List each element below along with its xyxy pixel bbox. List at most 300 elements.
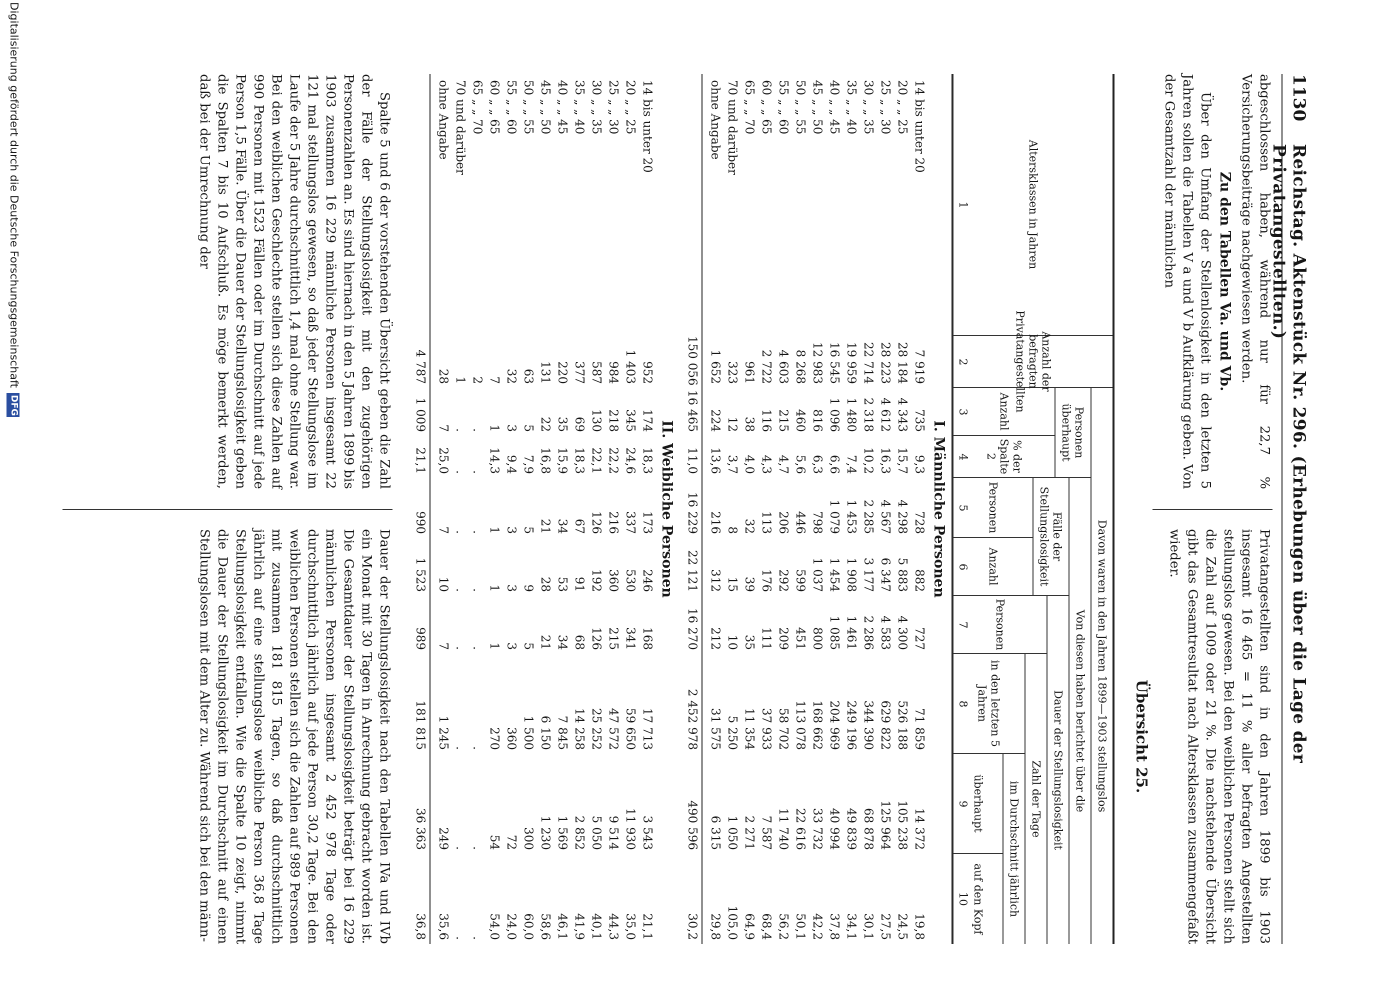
male-total-row	[684, 74, 703, 944]
table-cell: 12	[725, 416, 740, 432]
table-row	[553, 74, 570, 944]
row-label: 35 „ „ 40	[844, 80, 859, 135]
table-cell: 7 587	[759, 815, 774, 850]
row-label: 35 „ „ 40	[572, 80, 587, 135]
table-cell: .	[453, 936, 468, 940]
table-cell: 1	[453, 376, 468, 384]
intro-right-column	[1163, 529, 1273, 944]
table-cell: 735	[912, 409, 927, 432]
table-cell: .	[453, 646, 468, 650]
table-cell: 18,3	[572, 447, 587, 474]
row-label: 45 „ „ 50	[810, 80, 825, 135]
table-cell: 377	[572, 361, 587, 384]
table-cell: 7	[436, 526, 451, 534]
page-number: 1130	[1288, 74, 1309, 122]
header-c3: Anzahl	[953, 388, 1055, 436]
table-cell: 1 079	[827, 499, 842, 534]
table-cell: 13,6	[708, 447, 723, 474]
table-cell: 209	[776, 627, 791, 650]
table-cell: 270	[487, 727, 502, 750]
table-cell: .	[453, 428, 468, 432]
table-cell: 3	[504, 584, 519, 592]
table-cell: 11 930	[623, 808, 638, 850]
table-cell: 54	[487, 834, 502, 850]
table-cell: .	[453, 530, 468, 534]
table-cell: 15,7	[895, 447, 910, 474]
table-cell: 40 994	[827, 808, 842, 850]
table-cell: 8 268	[793, 349, 808, 384]
table-cell: 22 714	[861, 342, 876, 384]
column-number: 6	[956, 563, 970, 571]
table-cell: 125 964	[878, 800, 893, 850]
table-cell: 4 298	[895, 499, 910, 534]
table-cell: 4 567	[878, 499, 893, 534]
table-cell: 1 908	[844, 557, 859, 592]
table-cell: 1 230	[538, 815, 553, 850]
total-cell: 21,1	[413, 447, 428, 474]
table-cell: .	[470, 588, 485, 592]
table-cell: 1 403	[623, 349, 638, 384]
table-cell: 1 085	[827, 615, 842, 650]
table-cell: 5 050	[589, 815, 604, 850]
table-cell: .	[470, 746, 485, 750]
table-cell: 3,7	[725, 454, 740, 474]
column-number: 2	[956, 358, 970, 366]
table-cell: 7 845	[555, 715, 570, 750]
table-row	[434, 74, 451, 944]
table-cell: 3 177	[861, 557, 876, 592]
table-cell: 15,9	[555, 447, 570, 474]
table-cell: 64,9	[742, 913, 757, 940]
intro-left-paragraph-1: abgeschlossen haben, während nur für 22,7 % Versicherungsbeiträge nachgewiesen werden.	[1238, 74, 1272, 489]
table-cell: .	[470, 936, 485, 940]
table-cell: 460	[793, 409, 808, 432]
table-cell: 4,0	[742, 454, 757, 474]
section-heading-tables: Zu den Tabellen Va. und Vb.	[1216, 171, 1233, 392]
table-cell: 2 286	[861, 615, 876, 650]
table-cell: 2 852	[572, 815, 587, 850]
table-cell: 22,2	[606, 447, 621, 474]
table-row	[757, 74, 774, 944]
table-cell: 28 223	[878, 342, 893, 384]
table-cell: 14 258	[572, 708, 587, 750]
table-cell: 5,6	[793, 454, 808, 474]
table-row	[876, 74, 893, 944]
table-cell: 29,8	[708, 913, 723, 940]
table-column-headers	[952, 74, 1113, 944]
table-row	[502, 74, 519, 944]
table-cell: 1	[487, 642, 502, 650]
column-number: 1	[956, 201, 970, 209]
table-cell: 131	[538, 361, 553, 384]
intro-left-paragraph-2: Über den Umfang der Stellenlosigkeit in den letzten 5 Jahren sollen die Tabellen V a und V b Aufklärung geben. Von der Gesamtzahl der männlichen	[1161, 74, 1213, 489]
running-title: Reichstag. Aktenstück Nr. 296. (Erhebungen über die Lage der Privatangestellten.)	[1268, 144, 1309, 764]
table-row	[740, 74, 757, 944]
table-cell: 69	[572, 416, 587, 432]
row-label: 30 „ „ 35	[589, 80, 604, 135]
total-cell: 16 229	[685, 492, 700, 534]
table-cell: 54,0	[487, 913, 502, 940]
table-cell: 56,2	[776, 913, 791, 940]
table-cell: 1 454	[827, 557, 842, 592]
table-cell: 1 500	[521, 715, 536, 750]
table-cell: 44,3	[606, 913, 621, 940]
table-cell: 220	[555, 361, 570, 384]
total-cell: 36 363	[413, 808, 428, 850]
table-cell: 18,3	[640, 447, 655, 474]
row-label: 25 „ „ 30	[606, 80, 621, 135]
table-row	[570, 74, 587, 944]
row-label: 20 „ „ 25	[895, 80, 910, 135]
table-cell: 3	[504, 424, 519, 432]
table-cell: 952	[640, 361, 655, 384]
header-c8: in den letzten 5 Jahren	[953, 654, 1025, 754]
table-cell: 728	[912, 511, 927, 534]
table-cell: .	[453, 470, 468, 474]
table-row	[451, 74, 468, 944]
table-row	[910, 74, 927, 944]
section-male: I. Männliche Personen	[930, 420, 947, 598]
total-cell: 1 523	[413, 557, 428, 592]
table-cell: .	[453, 588, 468, 592]
table-cell: 12 983	[810, 342, 825, 384]
table-cell: 292	[776, 569, 791, 592]
table-cell: 14,3	[487, 447, 502, 474]
female-total-row	[412, 74, 431, 944]
table-cell: 105,0	[725, 905, 740, 940]
table-cell: 7,9	[521, 454, 536, 474]
table-cell: 1 480	[844, 397, 859, 432]
table-row	[638, 74, 655, 944]
table-cell: 41,9	[572, 913, 587, 940]
row-label: 45 „ „ 50	[538, 80, 553, 135]
table-row	[468, 74, 485, 944]
total-cell: 181 815	[413, 700, 428, 750]
table-cell: 37 933	[759, 708, 774, 750]
table-cell: 882	[912, 569, 927, 592]
header-cases: Fälle der Stellungslosigkeit	[1033, 478, 1069, 596]
table-cell: 192	[589, 569, 604, 592]
table-cell: 2 271	[742, 815, 757, 850]
table-cell: 5	[521, 642, 536, 650]
total-cell: 16 465	[685, 390, 700, 432]
table-cell: 587	[589, 361, 604, 384]
table-cell: 7	[436, 424, 451, 432]
header-duration: Dauer der Stellungslosigkeit	[1047, 596, 1069, 944]
table-cell: 9 514	[606, 815, 621, 850]
table-cell: 216	[606, 511, 621, 534]
header-c10: auf den Kopf	[953, 854, 1003, 944]
header-reported: Von diesen haben berichtet über die	[1069, 478, 1091, 944]
body-right-column	[193, 529, 393, 944]
table-cell: 126	[589, 511, 604, 534]
body-column-divider	[63, 509, 393, 510]
table-cell: 32	[504, 368, 519, 384]
table-cell: 22	[538, 416, 553, 432]
table-cell: 4 612	[878, 397, 893, 432]
table-cell: 14 372	[912, 808, 927, 850]
table-cell: 71 859	[912, 708, 927, 750]
table-cell: 215	[776, 409, 791, 432]
row-label: 55 „ „ 60	[776, 80, 791, 135]
table-cell: 25 252	[589, 708, 604, 750]
table-cell: 19 959	[844, 342, 859, 384]
table-cell: 21,1	[640, 913, 655, 940]
table-cell: 47 572	[606, 708, 621, 750]
table-cell: 4 343	[895, 397, 910, 432]
table-cell: 5 250	[725, 715, 740, 750]
table-cell: 3 543	[640, 815, 655, 850]
table-cell: 3	[504, 526, 519, 534]
row-label: 40 „ „ 45	[555, 80, 570, 135]
table-cell: 24,6	[623, 447, 638, 474]
table-cell: 1 569	[555, 815, 570, 850]
table-cell: 6 315	[708, 815, 723, 850]
table-cell: 4 583	[878, 615, 893, 650]
table-cell: 5	[521, 526, 536, 534]
column-number: 9	[956, 800, 970, 808]
table-cell: 15	[725, 576, 740, 592]
table-cell: 599	[793, 569, 808, 592]
table-cell: 337	[623, 511, 638, 534]
table-cell: .	[470, 428, 485, 432]
table-cell: 360	[606, 569, 621, 592]
row-label: 70 und darüber	[453, 80, 468, 175]
table-cell: 1 050	[725, 815, 740, 850]
table-cell: 2 318	[861, 397, 876, 432]
header-persons-overall: Personen überhaupt	[1055, 388, 1091, 478]
table-cell: 530	[623, 569, 638, 592]
header-days: Zahl der Tage	[1025, 654, 1047, 944]
table-cell: 17 713	[640, 708, 655, 750]
table-cell: 7,4	[844, 454, 859, 474]
table-cell: 1 037	[810, 557, 825, 592]
table-cell: 111	[759, 627, 774, 650]
table-cell: 126	[589, 627, 604, 650]
total-cell: 490 596	[685, 800, 700, 850]
table-cell: .	[470, 646, 485, 650]
table-cell: 59 650	[623, 708, 638, 750]
header-c6: Anzahl	[953, 538, 1033, 596]
intro-right-paragraph: Privatangestellten sind in den Jahren 1899 bis 1903 insgesamt 16 465 = 11 % aller befragten Angestellten stellungslos gewesen. Bei den weiblichen Personen stellt sich die Zahl auf 1009 oder 21 %. Die nachstehende Übersicht gibt das Gesamtresultat nach Altersklassen zusammengefaßt wieder.	[1166, 529, 1272, 944]
table-cell: 34	[555, 518, 570, 534]
table-cell: 168 662	[810, 700, 825, 750]
table-cell: 206	[776, 511, 791, 534]
table-cell: 105 238	[895, 800, 910, 850]
table-row	[536, 74, 553, 944]
table-cell: 1	[487, 424, 502, 432]
table-cell: 345	[623, 409, 638, 432]
table-row	[485, 74, 502, 944]
table-cell: 40,1	[589, 913, 604, 940]
table-cell: 961	[742, 361, 757, 384]
table-cell: 1 453	[844, 499, 859, 534]
table-cell: 312	[708, 569, 723, 592]
row-label: 70 und darüber	[725, 80, 740, 175]
table-cell: 246	[640, 569, 655, 592]
table-row	[604, 74, 621, 944]
table-cell: 2	[470, 376, 485, 384]
header-avg-yearly: im Durchschnitt jährlich	[1003, 754, 1025, 944]
table-cell: 344 390	[861, 700, 876, 750]
table-row	[723, 74, 740, 944]
table-row	[808, 74, 825, 944]
column-number: 7	[956, 621, 970, 629]
table-cell: 27,5	[878, 913, 893, 940]
table-cell: 9	[521, 584, 536, 592]
credit-text: Digitalisierung gefördert durch die Deutsche Forschungsgemeinschaft	[7, 2, 21, 388]
table-cell: 11 354	[742, 708, 757, 750]
total-cell: 2 452 978	[685, 688, 700, 750]
table-cell: 215	[606, 627, 621, 650]
table-cell: 25,0	[436, 447, 451, 474]
table-cell: 42,2	[810, 913, 825, 940]
table-cell: 7	[487, 376, 502, 384]
table-cell: 21	[538, 634, 553, 650]
row-label: 50 „ „ 55	[521, 80, 536, 135]
table-cell: 323	[725, 361, 740, 384]
header-c7: Personen	[953, 596, 1047, 654]
row-label: 14 bis unter 20	[912, 80, 927, 173]
table-cell: .	[453, 746, 468, 750]
row-label: 60 „ „ 65	[487, 80, 502, 135]
table-cell: 174	[640, 409, 655, 432]
row-label: 40 „ „ 45	[827, 80, 842, 135]
table-cell: 216	[708, 511, 723, 534]
total-cell: 30,2	[685, 913, 700, 940]
table-cell: 9,4	[504, 454, 519, 474]
table-cell: 22 616	[793, 808, 808, 850]
table-cell: 49 839	[844, 808, 859, 850]
table-cell: 16,8	[538, 447, 553, 474]
total-cell: 4 787	[413, 349, 428, 384]
table-cell: 173	[640, 511, 655, 534]
table-cell: 176	[759, 569, 774, 592]
table-cell: 116	[759, 409, 774, 432]
table-cell: 4,7	[776, 454, 791, 474]
header-group-unemployed: Davon waren in den Jahren 1899—1903 stellungslos	[1091, 388, 1113, 944]
table-cell: 6,6	[827, 454, 842, 474]
table-cell: 35	[555, 416, 570, 432]
header-surveyed-count: Anzahl der befragten Privatangestellten	[953, 336, 1113, 388]
table-cell: 204 969	[827, 700, 842, 750]
table-cell: 7 919	[912, 349, 927, 384]
table-cell: 4 300	[895, 615, 910, 650]
row-label: 30 „ „ 35	[861, 80, 876, 135]
table-row	[519, 74, 536, 944]
body-left-column	[193, 74, 393, 489]
row-label: 20 „ „ 25	[623, 80, 638, 135]
table-cell: 58 702	[776, 708, 791, 750]
total-cell: 990	[413, 511, 428, 534]
table-title: Übersicht 25.	[1132, 679, 1151, 794]
table-cell: 798	[810, 511, 825, 534]
table-cell: 1	[487, 526, 502, 534]
column-number: 4	[956, 453, 970, 461]
row-label: 65 „ „ 70	[470, 80, 485, 135]
table-cell: .	[470, 530, 485, 534]
table-cell: .	[470, 846, 485, 850]
table-cell: 1 461	[844, 615, 859, 650]
table-cell: 1 652	[708, 349, 723, 384]
table-cell: 1	[487, 584, 502, 592]
total-cell: 989	[413, 627, 428, 650]
row-label: 55 „ „ 60	[504, 80, 519, 135]
table-cell: 130	[589, 409, 604, 432]
table-cell: .	[453, 846, 468, 850]
table-cell: 53	[555, 576, 570, 592]
table-cell: 727	[912, 627, 927, 650]
table-cell: 451	[793, 627, 808, 650]
column-number: 3	[956, 408, 970, 416]
row-label: ohne Angabe	[708, 80, 723, 160]
table-cell: 1 245	[436, 715, 451, 750]
table-row	[859, 74, 876, 944]
table-cell: 68	[572, 634, 587, 650]
table-cell: 68 878	[861, 808, 876, 850]
table-row	[587, 74, 604, 944]
table-cell: 35	[742, 634, 757, 650]
intro-left-column	[1158, 74, 1273, 489]
table-cell: 10,2	[861, 447, 876, 474]
table-cell: 35,6	[436, 913, 451, 940]
table-cell: 984	[606, 361, 621, 384]
row-label: 14 bis unter 20	[640, 80, 655, 173]
table-cell: 24,5	[895, 913, 910, 940]
table-cell: 32	[742, 518, 757, 534]
table-cell: 5	[521, 424, 536, 432]
table-cell: 9,3	[912, 454, 927, 474]
table-cell: 33 732	[810, 808, 825, 850]
table-cell: 218	[606, 409, 621, 432]
total-cell: 1 009	[413, 397, 428, 432]
table-cell: 10	[725, 634, 740, 650]
body-left-paragraph: Spalte 5 und 6 der vorstehenden Übersicht geben die Zahl der Fälle der Stellungslosigkeit mit den zugehörigen Personenzahlen an. Es sind hiernach in den 5 Jahren 1899 bis 1903 zusammen 16 229 männliche Personen insgesamt 22 121 mal stellungslos gewesen, so daß jeder Stellungslose im Laufe der 5 Jahre durchschnittlich 1,4 mal ohne Stellung war. Bei den weiblichen Geschlechte stellen sich diese Zahlen auf 990 Personen mit 1523 Fällen oder im Durchschnitt auf jede Person 1,5 Fälle. Über die Dauer der Stellungslosigkeit geben die Spalten 7 bis 10 Aufschluß. Es möge bemerkt werden, daß bei der Umrechnung der	[196, 74, 392, 490]
header-age-classes: Altersklassen in Jahren	[953, 74, 1113, 336]
table-cell: 7	[436, 642, 451, 650]
table-cell: .	[470, 470, 485, 474]
table-cell: 4,3	[759, 454, 774, 474]
table-cell: 28 184	[895, 342, 910, 384]
table-cell: 50,1	[793, 913, 808, 940]
table-cell: 35,0	[623, 913, 638, 940]
table-cell: 38	[742, 416, 757, 432]
table-row	[893, 74, 910, 944]
table-cell: 60,0	[521, 913, 536, 940]
table-cell: 68,4	[759, 913, 774, 940]
table-cell: 800	[810, 627, 825, 650]
total-cell: 16 270	[685, 608, 700, 650]
table-cell: 21	[538, 518, 553, 534]
row-label: 65 „ „ 70	[742, 80, 757, 135]
table-cell: 446	[793, 511, 808, 534]
column-number: 5	[956, 504, 970, 512]
header-c5: Personen	[953, 478, 1033, 538]
table-cell: 22,1	[589, 447, 604, 474]
table-cell: 249	[436, 827, 451, 850]
table-cell: 30,1	[861, 913, 876, 940]
table-row	[842, 74, 859, 944]
column-number: 10	[956, 892, 970, 906]
table-cell: 212	[708, 627, 723, 650]
running-header	[1268, 74, 1313, 944]
table-cell: 16 545	[827, 342, 842, 384]
table-cell: 2 722	[759, 349, 774, 384]
table-cell: 39	[742, 576, 757, 592]
table-cell: 5 883	[895, 557, 910, 592]
table-cell: 58,6	[538, 913, 553, 940]
table-cell: 37,8	[827, 913, 842, 940]
